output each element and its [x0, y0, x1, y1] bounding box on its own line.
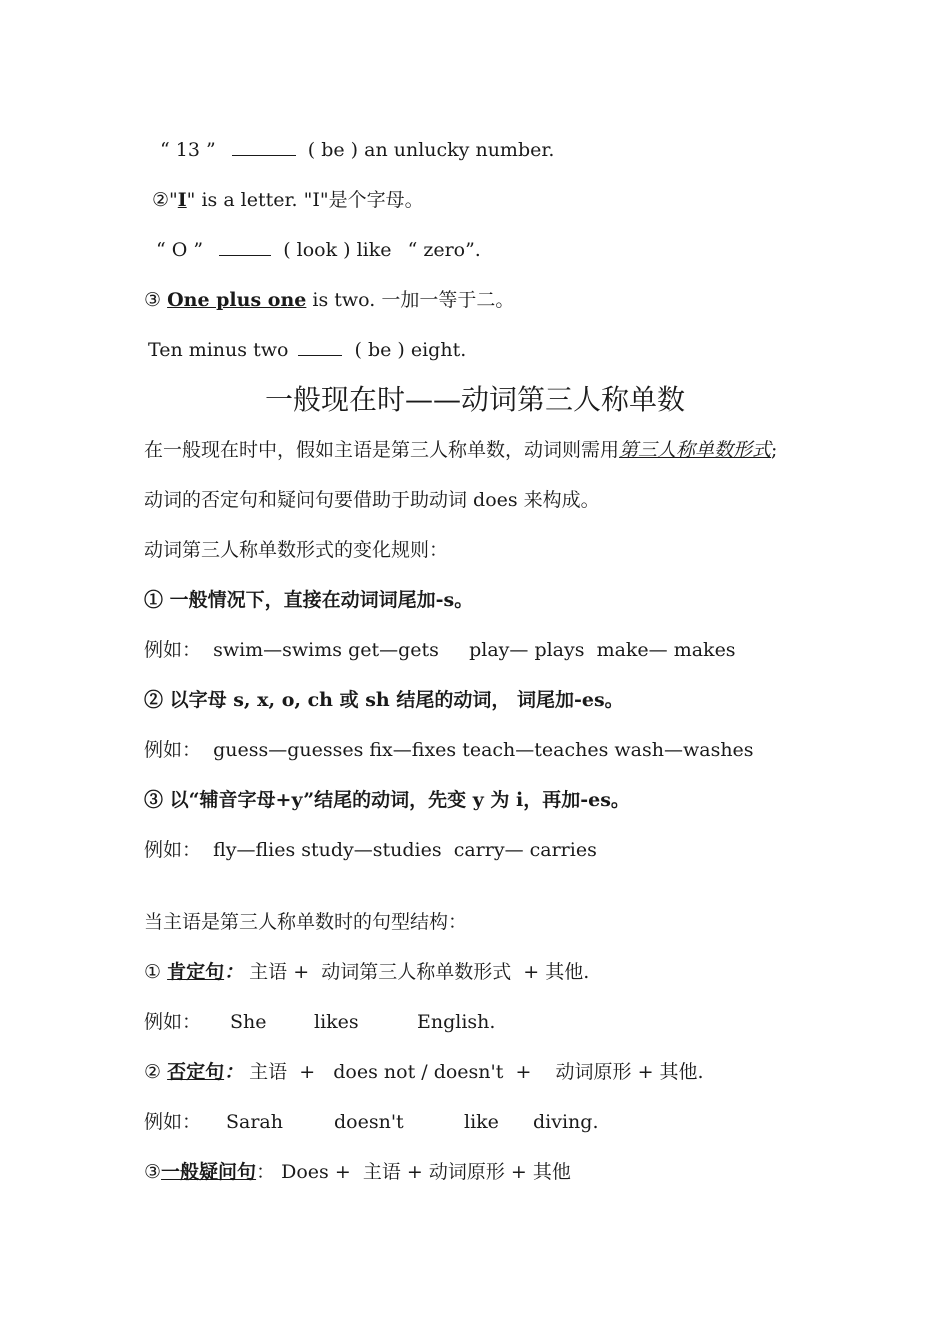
exercise-1-rest: ( be ) an unlucky number.: [307, 139, 555, 161]
structure-affirmative: [144, 960, 589, 984]
exercise-3-subject: Ten minus two: [148, 339, 289, 361]
exercise-2-rest: “ zero”.: [407, 239, 481, 261]
answer-blank[interactable]: [298, 339, 342, 356]
example-word: diving.: [533, 1111, 599, 1133]
example-3: [144, 288, 514, 312]
example-word: She: [230, 1011, 267, 1033]
example-word: Sarah: [226, 1111, 283, 1133]
example-label: 例如：: [144, 839, 202, 861]
exercise-2-verb-hint: ( look ) like: [283, 239, 392, 261]
exercise-2-subject: “ O ”: [156, 239, 204, 261]
example-2-number: ②": [152, 189, 178, 211]
structure-number: ③: [144, 1161, 162, 1183]
rule-1: ① 一般情况下，直接在动词词尾加-s。: [144, 589, 474, 611]
intro-line-1-emphasis: 第三人称单数形式: [619, 439, 772, 461]
rule-3-example: [144, 838, 597, 862]
exercise-2-question: [156, 238, 481, 262]
structure-negative: [144, 1060, 704, 1084]
rule-3: ③ 以“辅音字母+y”结尾的动词，先变 y 为 i，再加-es。: [144, 789, 630, 811]
answer-blank[interactable]: [219, 239, 271, 256]
answer-blank[interactable]: [232, 139, 296, 156]
example-2-keyword: I: [177, 189, 187, 211]
structure-label: 否定句: [167, 1061, 225, 1083]
example-label: 例如：: [144, 739, 202, 761]
structure-colon: ：: [224, 961, 244, 983]
rule-2-example-words: guess—guesses fix—fixes teach—teaches wash—washes: [213, 739, 754, 761]
example-word: doesn't: [334, 1111, 404, 1133]
example-2-text: " is a letter. "I"是个字母。: [186, 189, 424, 211]
example-3-text: is two. 一加一等于二。: [306, 289, 515, 311]
example-word: English.: [417, 1011, 496, 1033]
structure-formula: Does + 主语 + 动词原形 + 其他: [281, 1161, 571, 1183]
rule-2: ② 以字母 s, x, o, ch 或 sh 结尾的动词， 词尾加-es。: [144, 689, 624, 711]
structure-formula: 主语 + 动词第三人称单数形式 + 其他.: [249, 961, 590, 983]
structure-number: ①: [144, 961, 168, 983]
structure-label: 一般疑问句: [161, 1161, 257, 1183]
intro-line-1-text: 在一般现在时中，假如主语是第三人称单数，动词则需用: [144, 439, 620, 461]
structures-heading: 当主语是第三人称单数时的句型结构：: [144, 911, 468, 933]
exercise-3-question: [148, 338, 466, 362]
structure-colon: ：: [256, 1161, 276, 1183]
intro-line-1: [144, 438, 777, 462]
exercise-1-subject: “ 13 ”: [160, 139, 216, 161]
example-label: 例如：: [144, 1011, 202, 1033]
example-word: likes: [314, 1011, 359, 1033]
rule-1-example: [144, 638, 736, 662]
page-title: 一般现在时——动词第三人称单数: [264, 383, 685, 416]
structure-negative-example: [144, 1110, 599, 1134]
rule-3-example-words: fly—flies study—studies carry— carries: [213, 839, 597, 861]
exercise-3-rest: ( be ) eight.: [354, 339, 467, 361]
exercise-1-question: [160, 138, 554, 162]
intro-line-2: 动词的否定句和疑问句要借助于助动词 does 来构成。: [144, 489, 600, 511]
intro-line-1-end: ;: [771, 439, 778, 461]
structure-colon: ：: [224, 1061, 244, 1083]
structure-affirmative-example: [144, 1010, 496, 1034]
structure-formula: 主语 + does not / doesn't + 动词原形 + 其他.: [249, 1061, 704, 1083]
rule-1-example-words: swim—swims get—gets play— plays make— makes: [213, 639, 736, 661]
example-label: 例如：: [144, 1111, 202, 1133]
intro-line-3: 动词第三人称单数形式的变化规则：: [144, 539, 449, 561]
example-label: 例如：: [144, 639, 202, 661]
structure-number: ②: [144, 1061, 168, 1083]
structure-question: [144, 1160, 571, 1184]
example-word: like: [464, 1111, 499, 1133]
structure-label: 肯定句: [167, 961, 225, 983]
example-2: [152, 188, 424, 212]
example-3-number: ③: [144, 289, 168, 311]
rule-2-example: [144, 738, 754, 762]
example-3-keyword: One plus one: [167, 289, 307, 311]
